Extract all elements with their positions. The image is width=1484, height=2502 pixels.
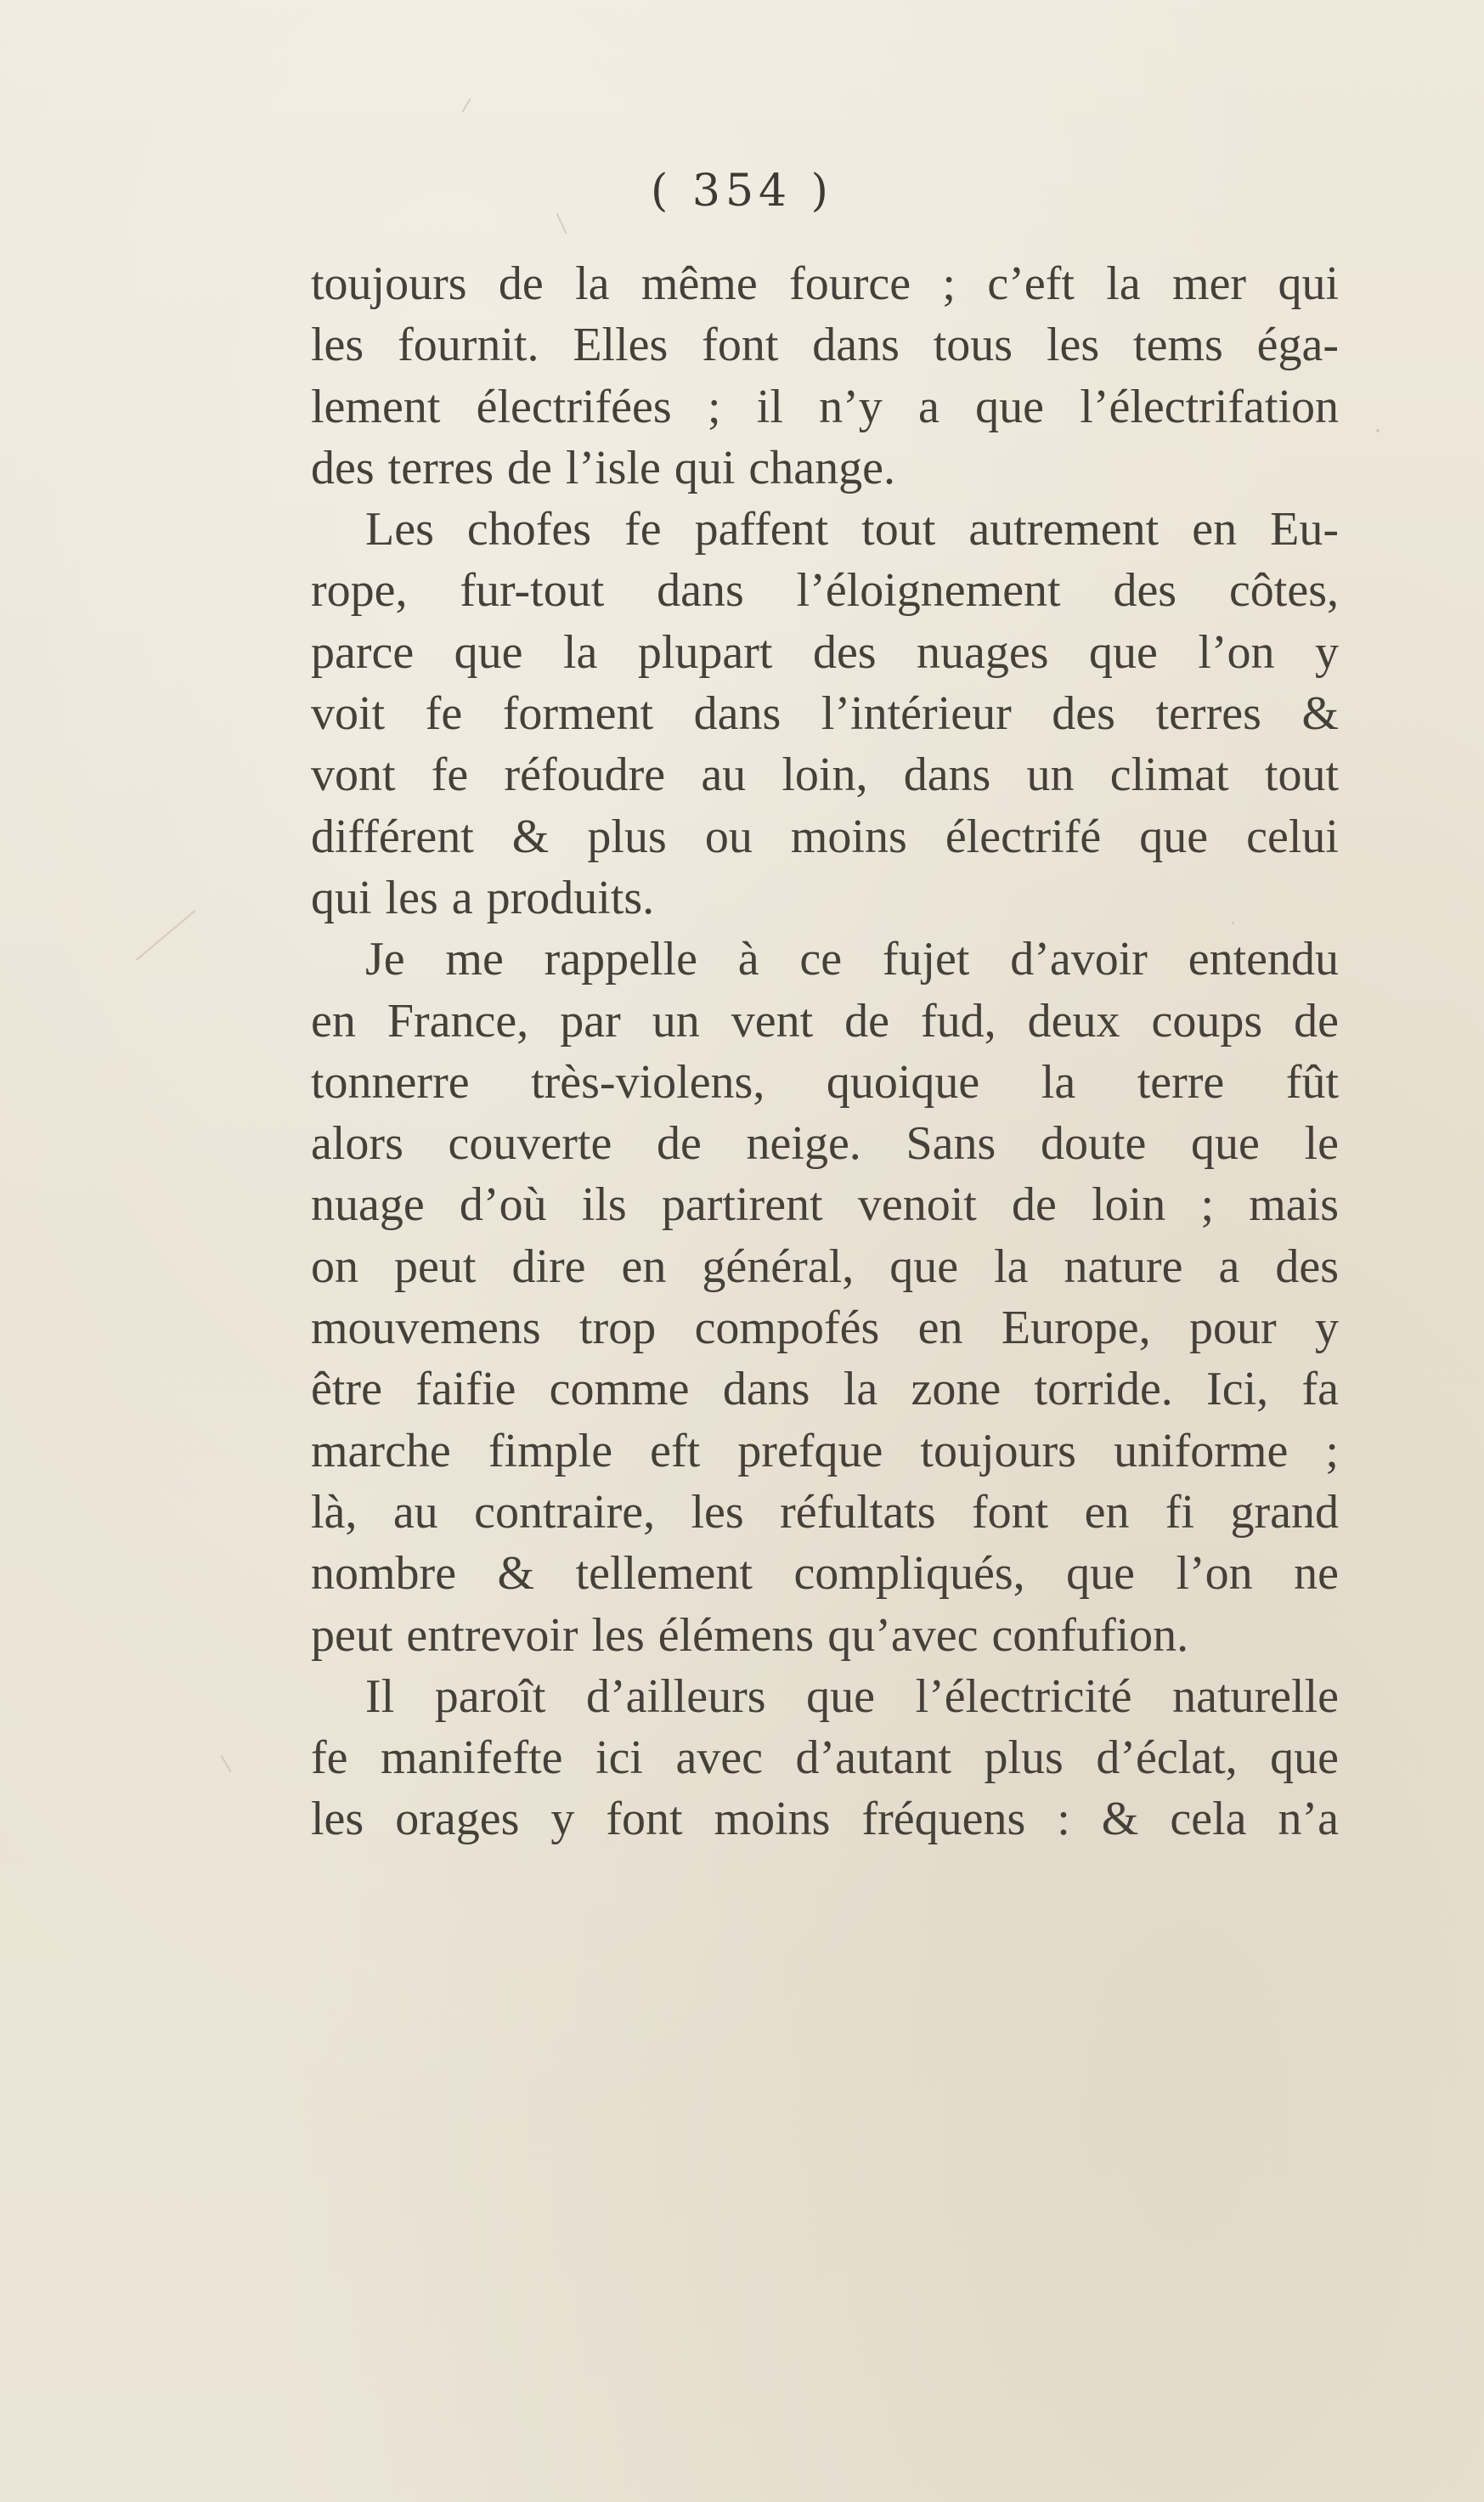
text-line: différent & plus ou moins électrifé que celui [311, 810, 1339, 863]
text-line: mouvemens trop compofés en Europe, pour y [311, 1302, 1339, 1355]
text-line: on peut dire en général, que la nature a des [311, 1240, 1339, 1293]
text-line: là, au contraire, les réfultats font en fi grand [311, 1485, 1339, 1539]
paper-crease [136, 910, 195, 960]
body-text [311, 253, 1339, 1850]
paper-speck [462, 99, 471, 113]
paper-speck [221, 1755, 232, 1772]
text-line: qui les a produits. [311, 871, 655, 924]
text-line: nombre & tellement compliqués, que l’on ne [311, 1547, 1339, 1601]
text-line: des terres de l’isle qui change. [311, 441, 895, 494]
text-line: parce que la plupart des nuages que l’on y [311, 625, 1339, 679]
text-line: tonnerre très-violens, quoique la terre fût [311, 1055, 1339, 1109]
text-line: en France, par un vent de fud, deux coups de [311, 994, 1339, 1048]
text-line: fe manifefte ici avec d’autant plus d’éclat, que [311, 1731, 1339, 1785]
text-line: peut entrevoir les élémens qu’avec confufion. [311, 1608, 1189, 1662]
text-line: nuage d’où ils partirent venoit de loin ; mais [311, 1178, 1339, 1232]
text-line: les orages y font moins fréquens : & cela n’a [311, 1793, 1339, 1846]
text-line: les fournit. Elles font dans tous les tems éga- [311, 319, 1339, 372]
paragraph-start: Il paroît d’ailleurs que l’électricité naturelle [365, 1669, 1339, 1723]
text-line: lement électrifées ; il n’y a que l’électrifation [311, 380, 1339, 433]
text-line: voit fe forment dans l’intérieur des terres & [311, 687, 1339, 741]
paragraph-start: Les chofes fe paffent tout autrement en Eu- [365, 503, 1339, 556]
text-line: vont fe réfoudre au loin, dans un climat tout [311, 748, 1339, 802]
text-line: être faifie comme dans la zone torride. Ici, fa [311, 1363, 1339, 1416]
page-number: ( 354 ) [651, 166, 833, 217]
text-line: rope, fur-tout dans l’éloignement des côtes, [311, 564, 1339, 618]
text-line: toujours de la même fource ; c’eft la mer qui [311, 257, 1339, 310]
paragraph-start: Je me rappelle à ce fujet d’avoir entendu [365, 933, 1339, 986]
text-line: marche fimple eft prefque toujours uniforme ; [311, 1424, 1339, 1477]
text-line: alors couverte de neige. Sans doute que le [311, 1117, 1339, 1171]
paper-speck [1376, 429, 1380, 432]
